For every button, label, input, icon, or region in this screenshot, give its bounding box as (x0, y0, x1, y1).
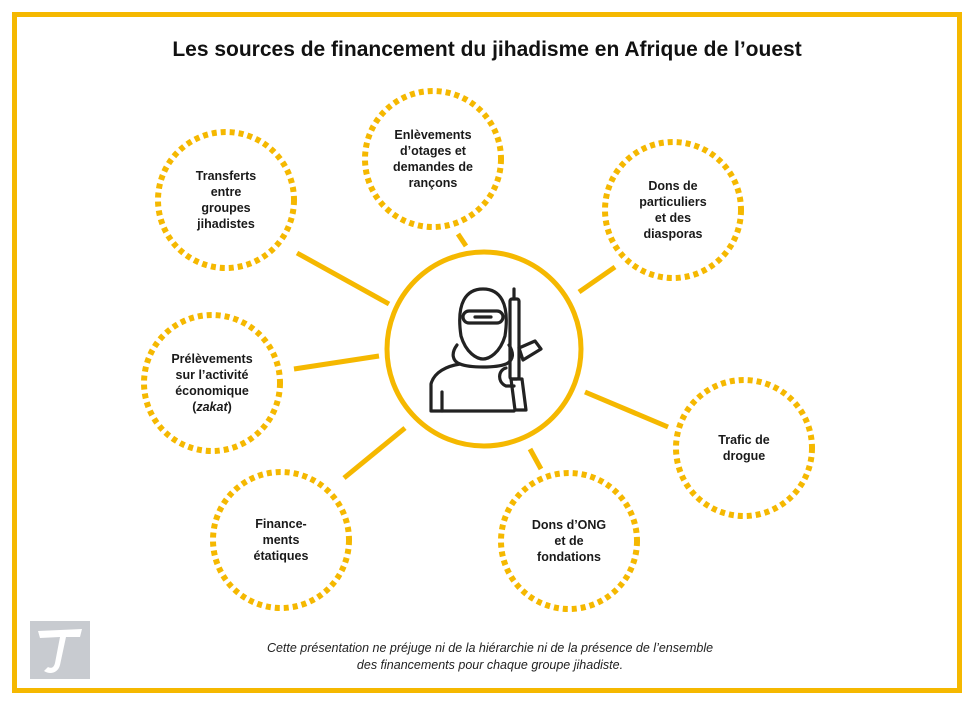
node-trafic (684, 388, 804, 508)
node-line: particuliers (639, 195, 707, 209)
node-line-zakat: (zakat) (192, 400, 232, 414)
node-line: jihadistes (197, 217, 255, 231)
node-otages (373, 99, 493, 219)
node-ong (509, 481, 629, 601)
node-etatiques (221, 480, 341, 600)
node-line: entre (210, 185, 242, 199)
node-label (254, 516, 309, 564)
footnote (190, 640, 790, 674)
node-label (196, 168, 256, 232)
node-label (171, 351, 252, 415)
node-line: Finance- (255, 517, 307, 531)
connector-ong (530, 449, 541, 469)
node-label (532, 517, 606, 565)
node-line: et de (554, 534, 584, 548)
connector-dons-particuliers (579, 267, 615, 292)
node-dons-particuliers (613, 150, 733, 270)
node-line: Dons de (648, 179, 698, 193)
node-line: Prélèvements (171, 352, 253, 366)
connector-trafic (585, 392, 668, 427)
node-label (393, 127, 473, 191)
footnote-line: Cette présentation ne préjuge ni de la hiérarchie ni de la présence de l’ensemble (266, 641, 714, 655)
publisher-logo (30, 621, 90, 679)
connector-otages (458, 234, 466, 246)
node-line: Trafic de (718, 433, 770, 447)
node-line: Dons d’ONG (531, 518, 607, 532)
footnote-line: des financements pour chaque groupe jihadiste. (356, 658, 624, 672)
connector-etatiques (344, 428, 405, 478)
node-line: et des (654, 211, 692, 225)
node-line: diasporas (643, 227, 703, 241)
node-line: sur l’activité (175, 368, 249, 382)
node-line: drogue (722, 449, 766, 463)
node-line: demandes de (393, 160, 473, 174)
node-line: économique (175, 384, 249, 398)
node-line: groupes (201, 201, 251, 215)
connector-prelevements (294, 356, 379, 369)
node-prelevements (152, 323, 272, 443)
node-line: fondations (537, 550, 601, 564)
node-line: Enlèvements (394, 128, 472, 142)
connector-transferts (297, 253, 389, 304)
zakat-term: zakat (196, 400, 228, 414)
node-line: rançons (408, 176, 458, 190)
center-circle (387, 252, 581, 446)
node-line: ments (262, 533, 300, 547)
node-label (718, 432, 769, 464)
node-line: Transferts (195, 169, 257, 183)
node-line: d’otages et (399, 144, 466, 158)
node-label (639, 178, 706, 242)
node-transferts (166, 140, 286, 260)
node-line: étatiques (253, 549, 309, 563)
diagram-title: Les sources de financement du jihadisme en Afrique de l’ouest (172, 38, 802, 61)
